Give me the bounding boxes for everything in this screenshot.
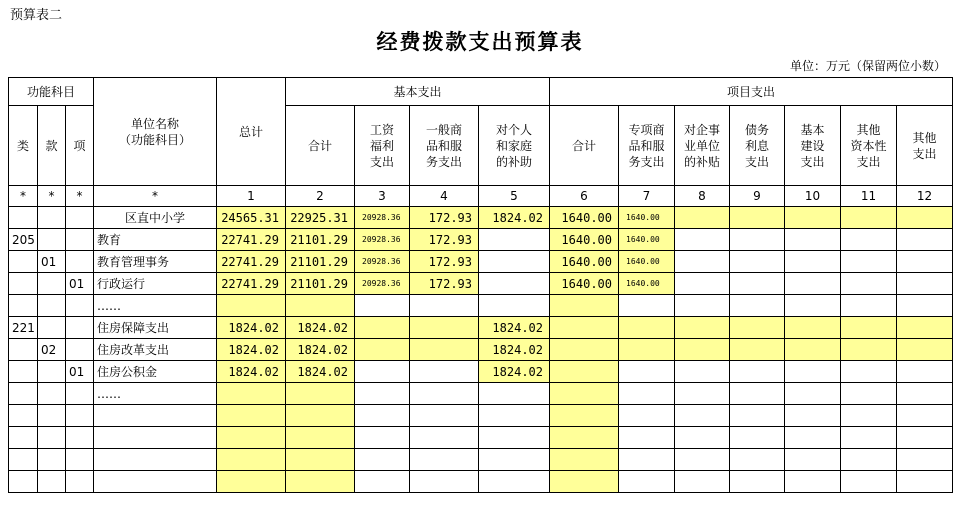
general-goods-header	[410, 106, 479, 186]
cell-other-capital	[841, 295, 897, 317]
cell-capital-construction	[785, 449, 841, 471]
cell-total	[217, 449, 286, 471]
cell-other-expense	[897, 361, 953, 383]
other-capital-line-1: 其他	[856, 122, 881, 137]
cell-total	[217, 405, 286, 427]
cell-general-goods	[410, 295, 479, 317]
cell-personal-subsidy	[479, 405, 550, 427]
special-goods-line-1: 专项商	[628, 122, 665, 137]
cell-total: 22741.29	[217, 229, 286, 251]
cell-project-sum	[550, 471, 619, 493]
table-body	[9, 78, 953, 493]
cell-enterprise-subsidy	[675, 405, 730, 427]
table-row	[9, 229, 953, 251]
cell-capital-construction	[785, 273, 841, 295]
cell-kuan	[38, 427, 66, 449]
column-index-cell: *	[94, 186, 217, 207]
cell-xiang	[66, 295, 94, 317]
cell-debt-interest	[730, 427, 785, 449]
cell-enterprise-subsidy	[675, 295, 730, 317]
cell-basic-sum	[286, 427, 355, 449]
other-capital-header	[841, 106, 897, 186]
cell-general-goods: 172.93	[410, 273, 479, 295]
cell-basic-sum: 1824.02	[286, 339, 355, 361]
cell-lei	[9, 361, 38, 383]
cell-capital-construction	[785, 405, 841, 427]
cell-unit-name	[94, 427, 217, 449]
cell-unit-name	[94, 405, 217, 427]
capital-construction-line-1: 基本	[800, 122, 825, 137]
cell-wage: 20928.36	[355, 251, 410, 273]
cell-capital-construction	[785, 339, 841, 361]
cell-kuan	[38, 317, 66, 339]
cell-wage	[355, 317, 410, 339]
cell-kuan	[38, 207, 66, 229]
special-goods-header	[619, 106, 675, 186]
cell-lei	[9, 207, 38, 229]
budget-table	[8, 77, 953, 493]
other-expense-header	[897, 106, 953, 186]
cell-total	[217, 471, 286, 493]
cell-general-goods	[410, 317, 479, 339]
enterprise-subsidy-line-3: 的补贴	[683, 154, 720, 169]
project-sum-header: 合计	[550, 106, 619, 186]
cell-kuan	[38, 229, 66, 251]
cell-total: 22741.29	[217, 273, 286, 295]
cell-enterprise-subsidy	[675, 317, 730, 339]
cell-special-goods: 1640.00	[619, 207, 675, 229]
column-index-cell: 6	[550, 186, 619, 207]
cell-lei	[9, 295, 38, 317]
cell-lei	[9, 405, 38, 427]
special-goods-line-2: 品和服	[628, 138, 665, 153]
wage-header	[355, 106, 410, 186]
cell-xiang	[66, 317, 94, 339]
cell-personal-subsidy	[479, 449, 550, 471]
cell-other-expense	[897, 317, 953, 339]
cell-special-goods	[619, 427, 675, 449]
column-index-cell: 8	[675, 186, 730, 207]
column-index-row	[9, 186, 953, 207]
cell-special-goods	[619, 405, 675, 427]
column-index-cell: 10	[785, 186, 841, 207]
cell-special-goods	[619, 471, 675, 493]
cell-lei	[9, 383, 38, 405]
cell-enterprise-subsidy	[675, 339, 730, 361]
capital-construction-header	[785, 106, 841, 186]
cell-unit-name	[94, 471, 217, 493]
wage-line-3: 支出	[369, 154, 394, 169]
cell-enterprise-subsidy	[675, 229, 730, 251]
cell-general-goods: 172.93	[410, 229, 479, 251]
cell-unit-name: 行政运行	[94, 273, 217, 295]
unit-name-header	[94, 78, 217, 186]
cell-wage	[355, 427, 410, 449]
cell-kuan	[38, 295, 66, 317]
cell-lei	[9, 339, 38, 361]
personal-subsidy-header	[479, 106, 550, 186]
cell-kuan	[38, 361, 66, 383]
kuan-header: 款	[38, 106, 66, 186]
cell-project-sum: 1640.00	[550, 229, 619, 251]
cell-other-expense	[897, 229, 953, 251]
cell-lei	[9, 251, 38, 273]
cell-other-expense	[897, 251, 953, 273]
cell-kuan	[38, 383, 66, 405]
cell-capital-construction	[785, 427, 841, 449]
cell-basic-sum: 21101.29	[286, 251, 355, 273]
cell-wage	[355, 449, 410, 471]
cell-xiang: 01	[66, 273, 94, 295]
cell-basic-sum	[286, 295, 355, 317]
cell-debt-interest	[730, 405, 785, 427]
cell-xiang	[66, 449, 94, 471]
cell-personal-subsidy: 1824.02	[479, 361, 550, 383]
cell-wage	[355, 339, 410, 361]
cell-other-expense	[897, 273, 953, 295]
cell-debt-interest	[730, 273, 785, 295]
column-index-cell: 12	[897, 186, 953, 207]
wage-line-2: 福利	[369, 138, 394, 153]
cell-debt-interest	[730, 339, 785, 361]
cell-xiang	[66, 251, 94, 273]
cell-project-sum	[550, 405, 619, 427]
personal-subsidy-line-3: 的补助	[495, 154, 532, 169]
cell-total	[217, 427, 286, 449]
cell-unit-name: 住房改革支出	[94, 339, 217, 361]
cell-basic-sum: 22925.31	[286, 207, 355, 229]
cell-personal-subsidy	[479, 229, 550, 251]
cell-wage	[355, 405, 410, 427]
cell-capital-construction	[785, 295, 841, 317]
page-title: 经费拨款支出预算表	[376, 29, 584, 54]
table-row	[9, 449, 953, 471]
cell-capital-construction	[785, 361, 841, 383]
cell-debt-interest	[730, 383, 785, 405]
cell-other-capital	[841, 251, 897, 273]
xiang-header: 项	[66, 106, 94, 186]
cell-basic-sum	[286, 449, 355, 471]
cell-kuan	[38, 405, 66, 427]
cell-xiang	[66, 427, 94, 449]
cell-enterprise-subsidy	[675, 471, 730, 493]
cell-total: 24565.31	[217, 207, 286, 229]
cell-lei	[9, 273, 38, 295]
table-row	[9, 317, 953, 339]
column-index-cell: 3	[355, 186, 410, 207]
cell-xiang	[66, 229, 94, 251]
cell-project-sum	[550, 383, 619, 405]
debt-interest-line-1: 债务	[744, 122, 769, 137]
cell-personal-subsidy	[479, 273, 550, 295]
cell-lei	[9, 449, 38, 471]
cell-wage	[355, 295, 410, 317]
project-expense-header: 项目支出	[550, 78, 953, 106]
sheet-caption: 预算表二	[10, 8, 63, 23]
cell-debt-interest	[730, 317, 785, 339]
capital-construction-line-3: 支出	[800, 154, 825, 169]
general-goods-line-2: 品和服	[425, 138, 462, 153]
cell-unit-name	[94, 449, 217, 471]
table-row	[9, 339, 953, 361]
other-capital-line-3: 支出	[856, 154, 881, 169]
cell-enterprise-subsidy	[675, 251, 730, 273]
debt-interest-line-2: 利息	[744, 138, 769, 153]
cell-general-goods	[410, 339, 479, 361]
cell-project-sum	[550, 317, 619, 339]
cell-xiang	[66, 339, 94, 361]
cell-general-goods	[410, 471, 479, 493]
enterprise-subsidy-line-1: 对企事	[683, 122, 720, 137]
cell-capital-construction	[785, 207, 841, 229]
cell-project-sum	[550, 449, 619, 471]
personal-subsidy-line-2: 和家庭	[495, 138, 532, 153]
cell-lei	[9, 471, 38, 493]
cell-personal-subsidy	[479, 427, 550, 449]
cell-special-goods	[619, 361, 675, 383]
other-expense-line-1: 其他	[912, 130, 937, 145]
cell-lei: 221	[9, 317, 38, 339]
cell-unit-name: 教育管理事务	[94, 251, 217, 273]
cell-special-goods	[619, 317, 675, 339]
cell-project-sum	[550, 361, 619, 383]
cell-debt-interest	[730, 295, 785, 317]
cell-capital-construction	[785, 251, 841, 273]
cell-wage: 20928.36	[355, 273, 410, 295]
cell-total: 1824.02	[217, 317, 286, 339]
cell-total	[217, 383, 286, 405]
lei-header: 类	[9, 106, 38, 186]
cell-project-sum	[550, 427, 619, 449]
cell-special-goods	[619, 295, 675, 317]
cell-total: 1824.02	[217, 339, 286, 361]
cell-personal-subsidy: 1824.02	[479, 207, 550, 229]
cell-capital-construction	[785, 229, 841, 251]
cell-general-goods	[410, 361, 479, 383]
cell-xiang	[66, 471, 94, 493]
cell-other-expense	[897, 207, 953, 229]
basic-sum-header: 合计	[286, 106, 355, 186]
column-index-cell: *	[9, 186, 38, 207]
cell-basic-sum: 21101.29	[286, 273, 355, 295]
cell-other-expense	[897, 339, 953, 361]
cell-other-capital	[841, 471, 897, 493]
cell-debt-interest	[730, 361, 785, 383]
cell-kuan	[38, 471, 66, 493]
cell-xiang	[66, 383, 94, 405]
cell-other-capital	[841, 427, 897, 449]
column-index-cell: *	[38, 186, 66, 207]
cell-other-expense	[897, 295, 953, 317]
cell-debt-interest	[730, 207, 785, 229]
cell-capital-construction	[785, 383, 841, 405]
cell-other-expense	[897, 449, 953, 471]
cell-wage	[355, 471, 410, 493]
cell-basic-sum: 1824.02	[286, 361, 355, 383]
cell-enterprise-subsidy	[675, 361, 730, 383]
cell-unit-name: 区直中小学	[94, 207, 217, 229]
other-capital-line-2: 资本性	[850, 138, 887, 153]
cell-debt-interest	[730, 251, 785, 273]
cell-other-capital	[841, 317, 897, 339]
cell-general-goods	[410, 383, 479, 405]
cell-special-goods	[619, 449, 675, 471]
cell-general-goods	[410, 449, 479, 471]
cell-general-goods	[410, 427, 479, 449]
cell-total: 22741.29	[217, 251, 286, 273]
capital-construction-line-2: 建设	[800, 138, 825, 153]
cell-debt-interest	[730, 229, 785, 251]
cell-other-capital	[841, 339, 897, 361]
personal-subsidy-line-1: 对个人	[495, 122, 532, 137]
cell-special-goods	[619, 383, 675, 405]
table-row	[9, 427, 953, 449]
cell-other-capital	[841, 361, 897, 383]
cell-unit-name: ……	[94, 383, 217, 405]
cell-enterprise-subsidy	[675, 207, 730, 229]
cell-other-expense	[897, 383, 953, 405]
cell-enterprise-subsidy	[675, 427, 730, 449]
column-index-cell: 2	[286, 186, 355, 207]
column-index-cell: 4	[410, 186, 479, 207]
total-header: 总计	[217, 78, 286, 186]
cell-wage	[355, 361, 410, 383]
column-index-cell: 5	[479, 186, 550, 207]
cell-kuan: 01	[38, 251, 66, 273]
special-goods-line-3: 务支出	[628, 154, 665, 169]
cell-enterprise-subsidy	[675, 383, 730, 405]
column-index-cell: 7	[619, 186, 675, 207]
cell-other-capital	[841, 449, 897, 471]
cell-basic-sum	[286, 405, 355, 427]
cell-project-sum	[550, 339, 619, 361]
cell-xiang	[66, 405, 94, 427]
enterprise-subsidy-header	[675, 106, 730, 186]
cell-other-expense	[897, 427, 953, 449]
table-row	[9, 405, 953, 427]
basic-expense-header: 基本支出	[286, 78, 550, 106]
unit-name-line-2: （功能科目）	[118, 132, 191, 147]
column-index-cell: 9	[730, 186, 785, 207]
cell-basic-sum	[286, 383, 355, 405]
func-subject-header: 功能科目	[9, 78, 94, 106]
cell-personal-subsidy	[479, 471, 550, 493]
cell-basic-sum: 21101.29	[286, 229, 355, 251]
debt-interest-line-3: 支出	[744, 154, 769, 169]
cell-other-capital	[841, 405, 897, 427]
cell-total	[217, 295, 286, 317]
cell-personal-subsidy	[479, 251, 550, 273]
cell-general-goods	[410, 405, 479, 427]
cell-project-sum: 1640.00	[550, 251, 619, 273]
general-goods-line-1: 一般商	[425, 122, 462, 137]
cell-unit-name: 住房保障支出	[94, 317, 217, 339]
cell-kuan: 02	[38, 339, 66, 361]
cell-other-capital	[841, 383, 897, 405]
header-row-1	[9, 78, 953, 106]
cell-enterprise-subsidy	[675, 449, 730, 471]
cell-unit-name: 教育	[94, 229, 217, 251]
column-index-cell: 1	[217, 186, 286, 207]
cell-capital-construction	[785, 471, 841, 493]
cell-xiang: 01	[66, 361, 94, 383]
cell-personal-subsidy	[479, 383, 550, 405]
cell-personal-subsidy: 1824.02	[479, 317, 550, 339]
cell-other-expense	[897, 405, 953, 427]
table-row	[9, 273, 953, 295]
cell-basic-sum: 1824.02	[286, 317, 355, 339]
enterprise-subsidy-line-2: 业单位	[683, 138, 720, 153]
cell-project-sum: 1640.00	[550, 273, 619, 295]
unit-name-line-1: 单位名称	[130, 116, 179, 131]
unit-note: 单位：万元（保留两位小数）	[789, 59, 946, 73]
cell-unit-name: 住房公积金	[94, 361, 217, 383]
cell-xiang	[66, 207, 94, 229]
cell-special-goods	[619, 339, 675, 361]
cell-wage: 20928.36	[355, 229, 410, 251]
table-row	[9, 251, 953, 273]
cell-project-sum	[550, 295, 619, 317]
cell-special-goods: 1640.00	[619, 251, 675, 273]
cell-debt-interest	[730, 449, 785, 471]
general-goods-line-3: 务支出	[425, 154, 462, 169]
cell-general-goods: 172.93	[410, 251, 479, 273]
cell-project-sum: 1640.00	[550, 207, 619, 229]
cell-kuan	[38, 273, 66, 295]
table-row	[9, 295, 953, 317]
column-index-cell: *	[66, 186, 94, 207]
cell-lei	[9, 427, 38, 449]
cell-special-goods: 1640.00	[619, 229, 675, 251]
cell-wage	[355, 383, 410, 405]
cell-other-capital	[841, 229, 897, 251]
cell-personal-subsidy	[479, 295, 550, 317]
table-row	[9, 207, 953, 229]
table-row	[9, 383, 953, 405]
cell-total: 1824.02	[217, 361, 286, 383]
cell-other-expense	[897, 471, 953, 493]
cell-lei: 205	[9, 229, 38, 251]
cell-enterprise-subsidy	[675, 273, 730, 295]
other-expense-line-2: 支出	[912, 146, 937, 161]
cell-personal-subsidy: 1824.02	[479, 339, 550, 361]
cell-unit-name: ……	[94, 295, 217, 317]
cell-other-capital	[841, 273, 897, 295]
cell-other-capital	[841, 207, 897, 229]
cell-capital-construction	[785, 317, 841, 339]
cell-basic-sum	[286, 471, 355, 493]
wage-line-1: 工资	[369, 122, 394, 137]
column-index-cell: 11	[841, 186, 897, 207]
table-row	[9, 361, 953, 383]
debt-interest-header	[730, 106, 785, 186]
table-row	[9, 471, 953, 493]
cell-special-goods: 1640.00	[619, 273, 675, 295]
cell-general-goods: 172.93	[410, 207, 479, 229]
cell-wage: 20928.36	[355, 207, 410, 229]
cell-debt-interest	[730, 471, 785, 493]
cell-kuan	[38, 449, 66, 471]
